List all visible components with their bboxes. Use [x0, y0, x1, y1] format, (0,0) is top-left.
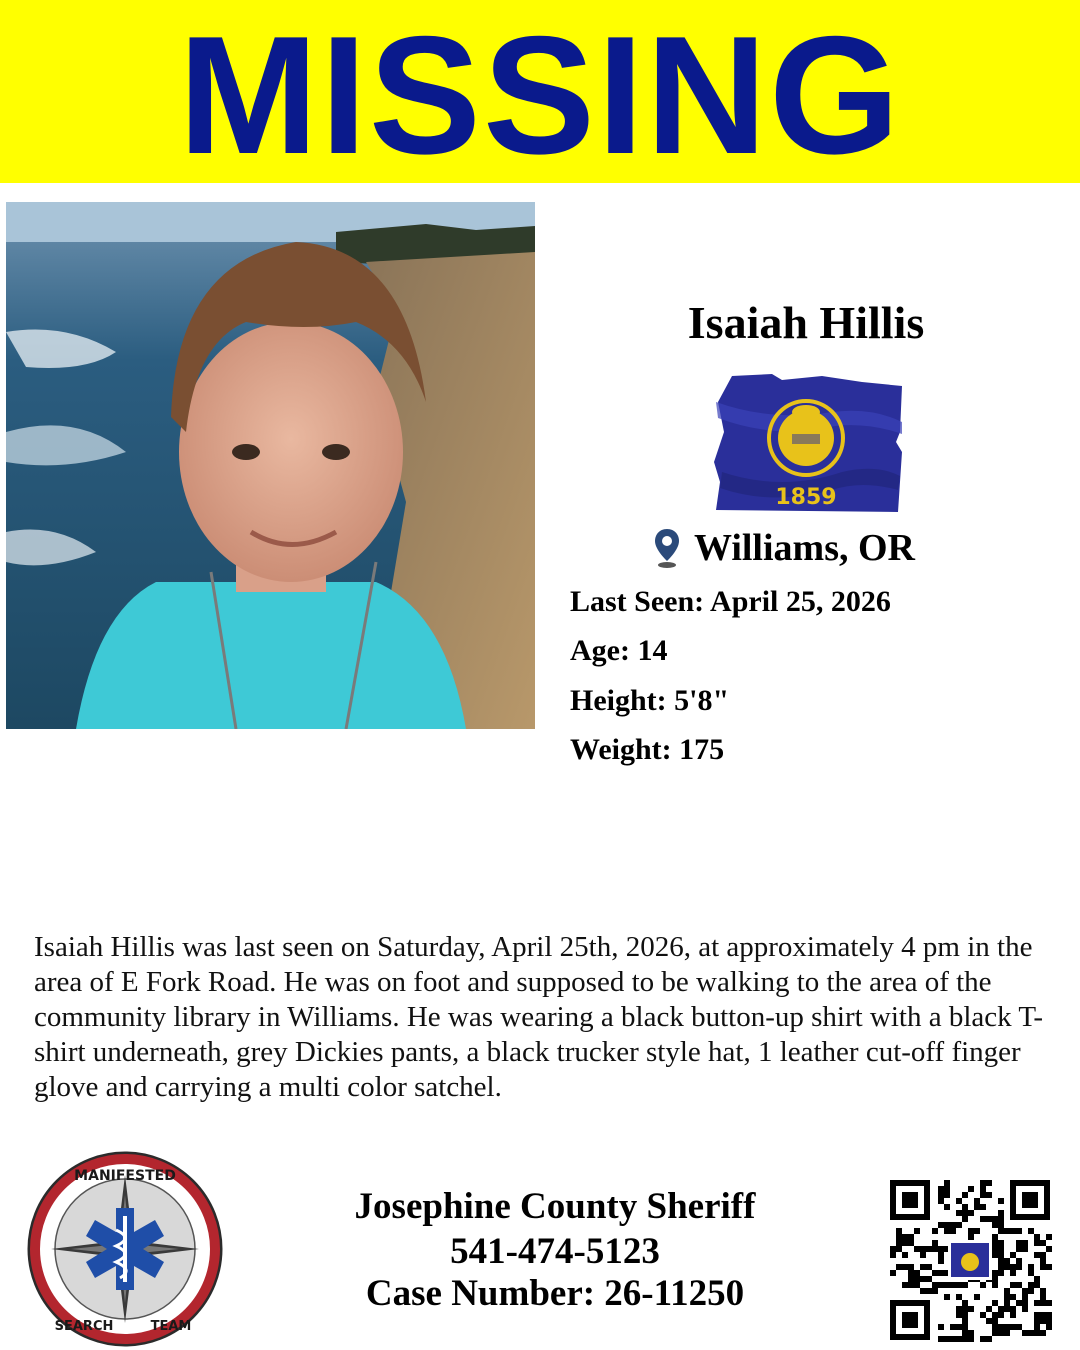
flag-year: 1859 [775, 485, 837, 510]
logo-bottom-text-right: TEAM [150, 1319, 192, 1334]
detail-label: Age: [570, 634, 630, 667]
detail-value: 5'8" [674, 684, 730, 717]
detail-weight [570, 733, 724, 766]
missing-banner [0, 0, 1080, 189]
logo-bottom-text-left: SEARCH [54, 1319, 114, 1334]
detail-value: 14 [637, 634, 668, 667]
search-team-logo [26, 1150, 224, 1348]
location-text: Williams, OR [694, 527, 915, 569]
missing-person-photo [6, 202, 535, 729]
detail-last-seen [570, 585, 891, 618]
detail-label: Weight: [570, 733, 672, 766]
banner-title: MISSING [178, 0, 902, 189]
case-number: Case Number: 26-11250 [365, 1273, 745, 1315]
qr-code[interactable] [888, 1178, 1052, 1342]
oregon-flag-map-icon [712, 372, 908, 514]
contact-phone[interactable]: 541-474-5123 [450, 1230, 660, 1272]
detail-label: Last Seen: [570, 585, 705, 618]
detail-value: 175 [679, 733, 725, 766]
contact-agency: Josephine County Sheriff [354, 1186, 756, 1227]
detail-value: April 25, 2026 [710, 585, 891, 618]
detail-age [570, 634, 667, 667]
detail-height [570, 684, 729, 717]
logo-top-text: MANIFESTED [74, 1168, 176, 1184]
detail-label: Height: [570, 684, 667, 717]
person-name: Isaiah Hillis [687, 297, 925, 348]
location [652, 524, 915, 572]
location-pin-icon [652, 527, 682, 569]
contact-block [300, 1186, 810, 1316]
case-description: Isaiah Hillis was last seen on Saturday, April 25th, 2026, at approximately 4 pm in the area of E Fork Road. He was on foot and supposed to be walking to the area of the community library in Williams. He was wearing a black button-up shirt with a black T-shirt underneath, grey Dickies pants, a black trucker style hat, 1 leather cut-off finger glove and carrying a multi color satchel. [34, 931, 1044, 1103]
